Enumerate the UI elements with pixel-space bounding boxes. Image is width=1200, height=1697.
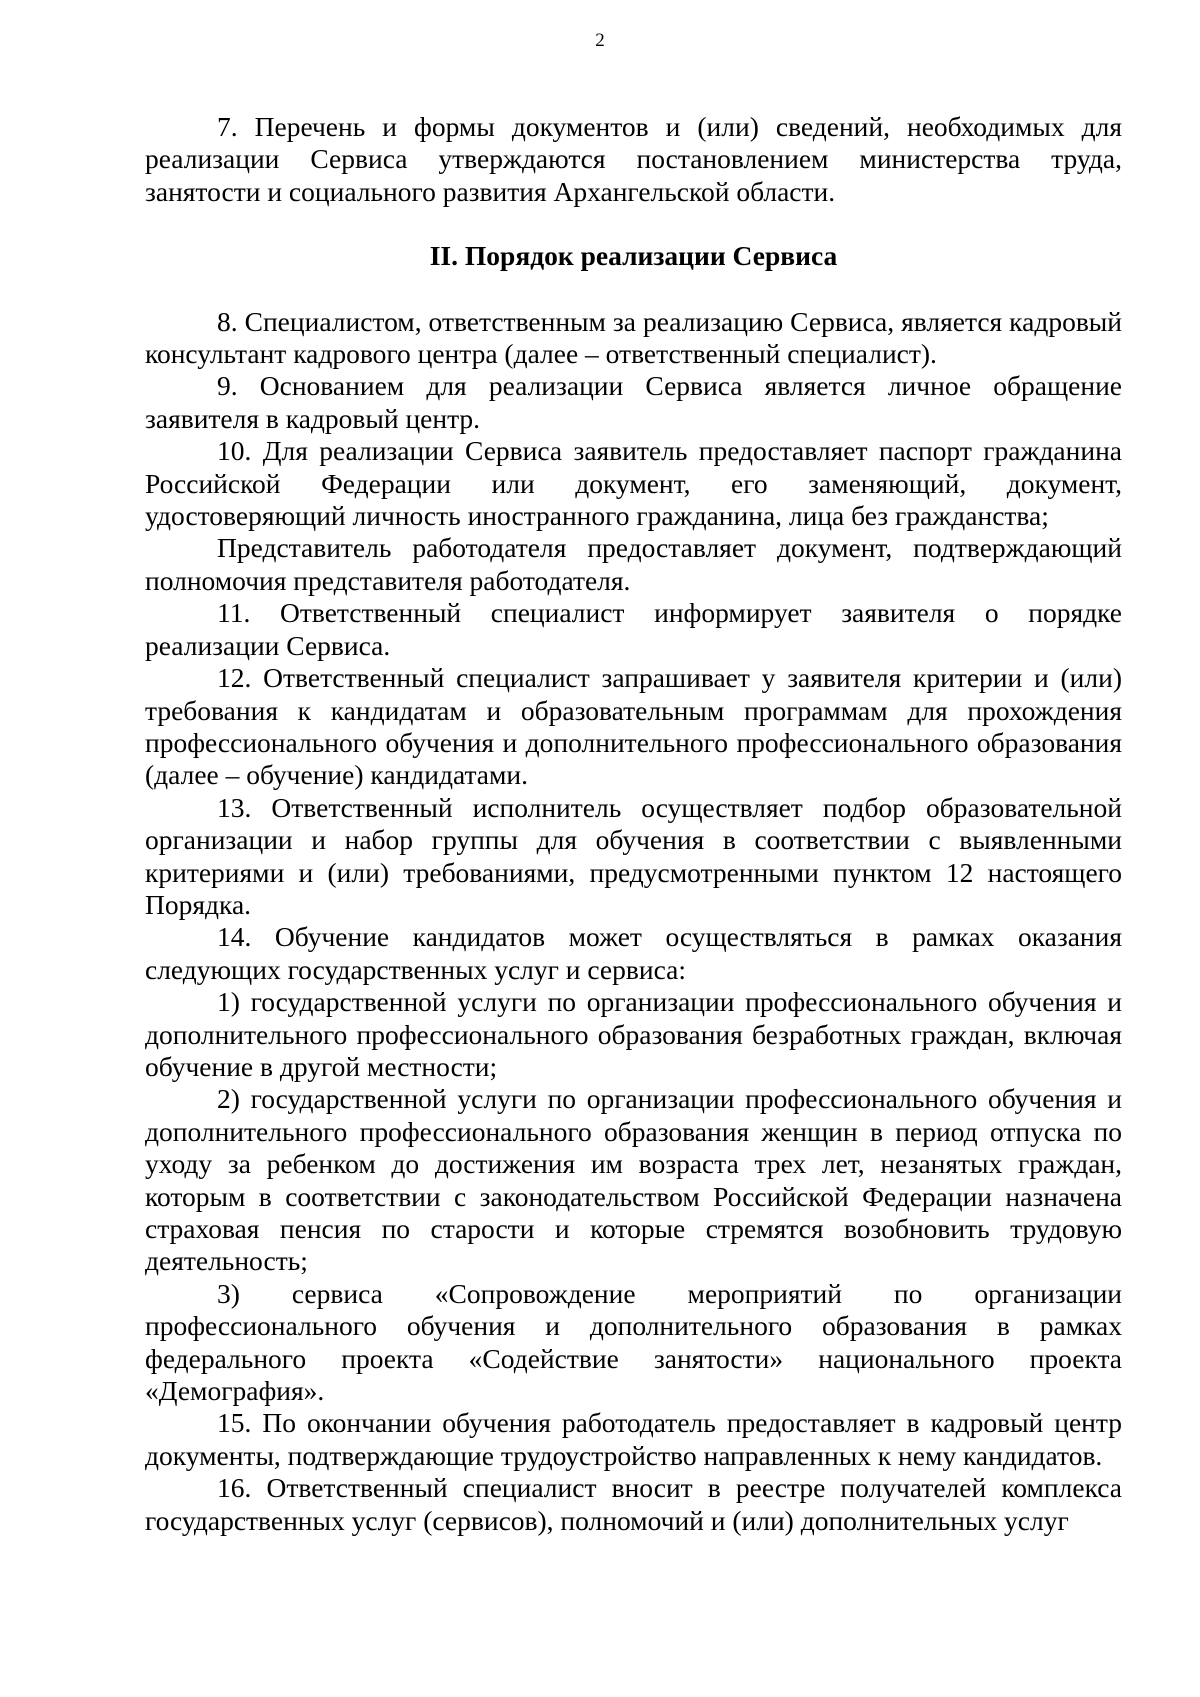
page-number: 2 <box>595 30 605 51</box>
paragraph-13: 13. Ответственный исполнитель осуществляет подбор образовательной организации и набор группы для обучения в соответствии с выявленными критериями и (или) требованиями, предусмотренными пунктом 12 настоящего Порядка. <box>145 791 1122 920</box>
paragraph-14: 14. Обучение кандидатов может осуществляться в рамках оказания следующих государственных услуг и сервиса: <box>145 921 1122 985</box>
paragraph-15: 15. По окончании обучения работодатель предоставляет в кадровый центр документы, подтверждающие трудоустройство направленных к нему кандидатов. <box>145 1407 1122 1471</box>
paragraph-11: 11. Ответственный специалист информирует заявителя о порядке реализации Сервиса. <box>145 597 1122 661</box>
paragraph-16: 16. Ответственный специалист вносит в реестре получателей комплекса государственных услуг (сервисов), полномочий и (или) дополнительных услуг <box>145 1472 1122 1536</box>
paragraph-9: 9. Основанием для реализации Сервиса является личное обращение заявителя в кадровый центр. <box>145 370 1122 434</box>
list-item-1: 1) государственной услуги по организации профессионального обучения и дополнительного профессионального образования безработных граждан, включая обучение в другой местности; <box>145 986 1122 1082</box>
paragraph-7: 7. Перечень и формы документов и (или) сведений, необходимых для реализации Сервиса утверждаются постановлением министерства труда, занятости и социального развития Архангельской области. <box>145 111 1122 207</box>
section-heading: II. Порядок реализации Сервиса <box>429 240 838 272</box>
document-body <box>145 111 1122 1537</box>
paragraph-12: 12. Ответственный специалист запрашивает у заявителя критерии и (или) требования к кандидатам и образовательным программам для прохождения профессионального обучения и дополнительного профессионального образования (далее – обучение) кандидатами. <box>145 662 1122 791</box>
paragraph-10-employer: Представитель работодателя предоставляет документ, подтверждающий полномочия представителя работодателя. <box>145 532 1122 596</box>
list-item-2: 2) государственной услуги по организации профессионального обучения и дополнительного профессионального образования женщин в период отпуска по уходу за ребенком до достижения им возраста трех лет, незанятых граждан, которым в соответствии с законодательством Российской Федерации назначена страховая пенсия по старости и которые стремятся возобновить трудовую деятельность; <box>145 1083 1122 1277</box>
paragraph-10: 10. Для реализации Сервиса заявитель предоставляет паспорт гражданина Российской Федерации или документ, его заменяющий, документ, удостоверяющий личность иностранного гражданина, лица без гражданства; <box>145 435 1122 532</box>
paragraph-8: 8. Специалистом, ответственным за реализацию Сервиса, является кадровый консультант кадрового центра (далее – ответственный специалист). <box>145 305 1122 370</box>
list-item-3: 3) сервиса «Сопровождение мероприятий по организации профессионального обучения и дополнительного образования в рамках федерального проекта «Содействие занятости» национального проекта «Демография». <box>145 1277 1122 1407</box>
